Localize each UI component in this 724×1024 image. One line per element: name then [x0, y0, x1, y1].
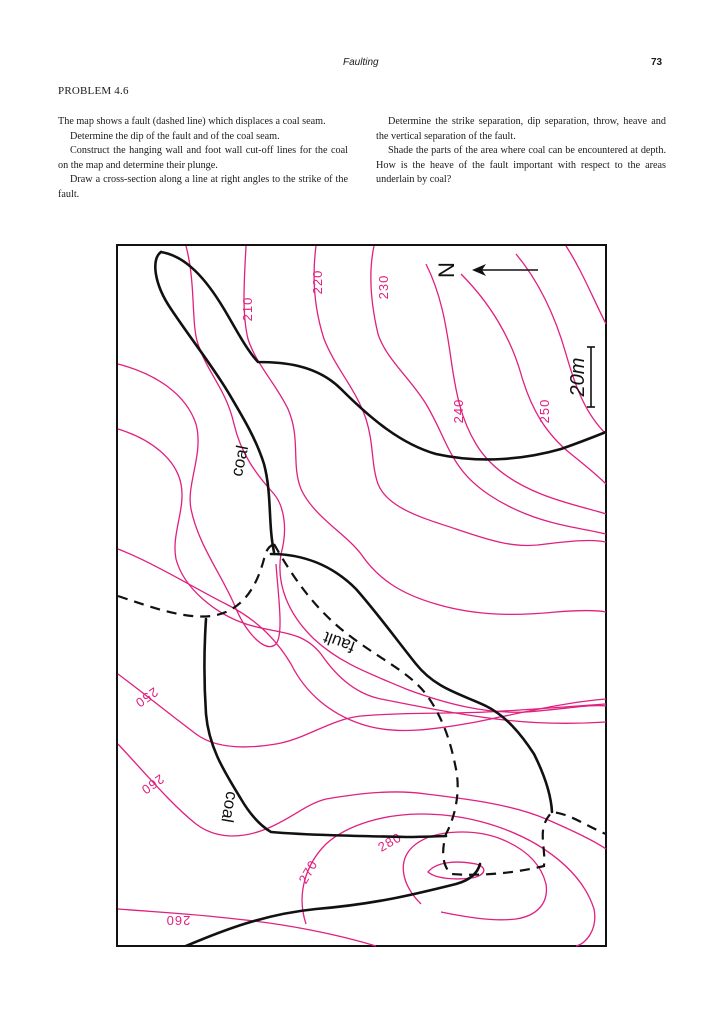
- contour-labels: [132, 270, 552, 928]
- paragraph: Determine the dip of the fault and of the coal seam.: [70, 130, 280, 142]
- contour-label-250-lower: 250: [132, 684, 162, 711]
- north-arrow: [434, 262, 538, 278]
- contour-label-260-bottom: 260: [165, 913, 191, 928]
- contour-label-240: 240: [451, 398, 466, 424]
- running-head: [0, 57, 724, 71]
- problem-heading: PROBLEM 4.6: [58, 85, 129, 97]
- contour-line: [566, 246, 606, 324]
- coal-outcrop-line: [155, 252, 274, 552]
- running-title: Faulting: [343, 57, 379, 68]
- contour-label-260: 260: [138, 771, 168, 798]
- coal-outcrop-line: [205, 619, 447, 837]
- geologic-map: [116, 244, 607, 947]
- paragraph: The map shows a fault (dashed line) which displaces a coal seam.: [58, 116, 326, 127]
- contour-line: [314, 246, 606, 546]
- coal-outcrop-line: [271, 554, 552, 812]
- contour-label-230: 230: [376, 274, 391, 300]
- contour-label-250: 250: [537, 398, 552, 424]
- contour-label-270: 270: [295, 857, 321, 887]
- contour-label-220: 220: [310, 269, 325, 295]
- map-svg: [116, 244, 607, 947]
- left-column: [58, 115, 348, 203]
- contour-line: [428, 862, 484, 879]
- north-label: N: [434, 262, 459, 278]
- contour-line: [302, 814, 595, 946]
- contour-line: [118, 744, 606, 849]
- paragraph: Shade the parts of the area where coal can be encountered at depth. How is the heave of the fault important with respect to the areas underlain by coal?: [376, 145, 666, 186]
- fault-line: [118, 544, 274, 617]
- contour-line: [244, 246, 606, 614]
- scale-label: 20m: [567, 357, 589, 397]
- paragraph: Determine the strike separation, dip separation, throw, heave and the vertical separation of the fault.: [376, 116, 666, 142]
- contour-label-210: 210: [240, 296, 255, 322]
- paragraph: Construct the hanging wall and foot wall cut-off lines for the coal on the map and determine their plunge.: [58, 145, 348, 171]
- right-column: [376, 115, 666, 188]
- contour-line: [118, 549, 606, 730]
- fault-label: fault: [320, 627, 358, 657]
- paragraph: Draw a cross-section along a line at right angles to the strike of the fault.: [58, 174, 348, 200]
- contour-label-280: 280: [375, 829, 405, 855]
- page-number: 73: [651, 57, 663, 68]
- contour-line: [118, 909, 376, 946]
- contour-line: [118, 429, 606, 723]
- coal-label-upper: coal: [227, 443, 253, 479]
- coal-label-lower: coal: [217, 789, 242, 824]
- contour-line: [403, 832, 546, 920]
